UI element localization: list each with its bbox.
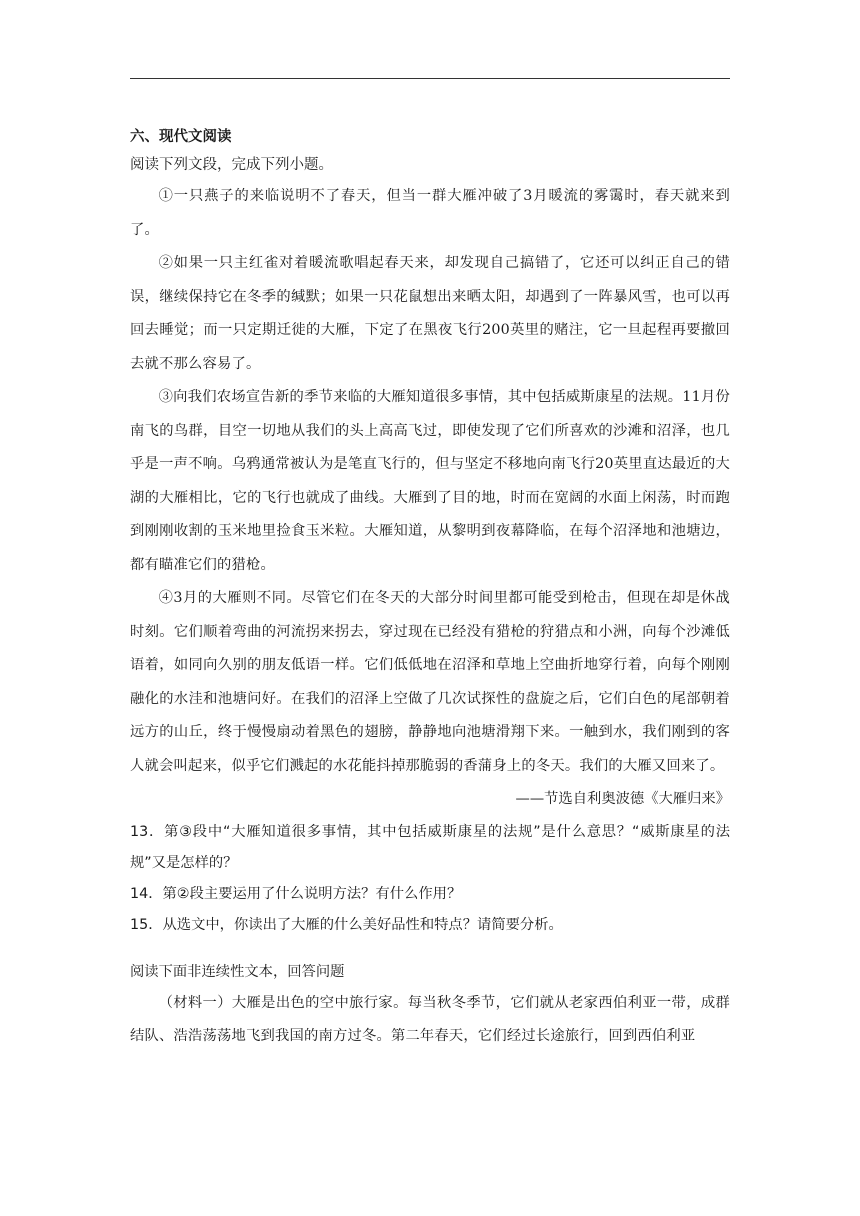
passage-source: ——节选自利奥波德《大雁归来》 — [515, 791, 730, 807]
section-gap — [130, 941, 730, 957]
document-body — [130, 126, 730, 1054]
question-15: 15．从选文中，你读出了大雁的什么美好品性和特点？请简要分析。 — [130, 916, 563, 933]
question-list — [130, 817, 730, 941]
passage-paragraph-3: ③向我们农场宣告新的季节来临的大雁知道很多事情，其中包括威斯康星的法规。11月份南飞的鸟群，目空一切地从我们的头上高高飞过，即使发现了它们所喜欢的沙滩和沼泽，也几乎是一声不响。乌鸦通常被认为是笔直飞行的，但与坚定不移地向南飞行20英里直达最近的大湖的大雁相比，它的飞行也就成了曲线。大雁到了目的地，时而在宽阔的水面上闲荡，时而跑到刚刚收割的玉米地里捡食玉米粒。大雁知道，从黎明到夜幕降临，在每个沼泽地和池塘边，都有瞄准它们的猎枪。 — [130, 389, 730, 573]
reading-instruction: 阅读下列文段，完成下列小题。 — [130, 157, 333, 173]
passage-paragraph-1: ①一只燕子的来临说明不了春天，但当一群大雁冲破了3月暖流的雾霭时，春天就来到了。 — [130, 188, 730, 238]
passage-paragraph-4: ④3月的大雁则不同。尽管它们在冬天的大部分时间里都可能受到枪击，但现在却是休战时刻。它们顺着弯曲的河流拐来拐去，穿过现在已经没有猎枪的狩猎点和小洲，向每个沙滩低语着，如同向久别的朋友低语一样。它们低低地在沼泽和草地上空曲折地穿行着，向每个刚刚融化的水洼和池塘问好。在我们的沼泽上空做了几次试探性的盘旋之后，它们白色的尾部朝着远方的山丘，终于慢慢扇动着黑色的翅膀，静静地向池塘滑翔下来。一触到水，我们刚到的客人就会叫起来，似乎它们溅起的水花能抖掉那脆弱的香蒲身上的冬天。我们的大雁又回来了。 — [130, 590, 730, 774]
header-rule — [130, 78, 730, 79]
second-reading-instruction: 阅读下面非连续性文本，回答问题 — [130, 963, 345, 980]
question-14: 14．第②段主要运用了什么说明方法？有什么作用？ — [130, 885, 462, 902]
second-reading-section — [130, 957, 730, 1054]
material-one-paragraph: （材料一）大雁是出色的空中旅行家。每当秋冬季节，它们就从老家西伯利亚一带，成群结队、浩浩荡荡地飞到我国的南方过冬。第二年春天，它们经过长途旅行，回到西伯利亚 — [130, 994, 730, 1044]
reading-passage — [130, 180, 730, 817]
question-13: 13．第③段中“大雁知道很多事情，其中包括威斯康星的法规”是什么意思？“威斯康星的法规”又是怎样的？ — [130, 823, 730, 871]
passage-paragraph-2: ②如果一只主红雀对着暖流歌唱起春天来，却发现自己搞错了，它还可以纠正自己的错误，继续保持它在冬季的缄默；如果一只花鼠想出来晒太阳，却遇到了一阵暴风雪，也可以再回去睡觉；而一只定期迁徙的大雁，下定了在黑夜飞行200英里的赌注，它一旦起程再要撤回去就不那么容易了。 — [130, 255, 730, 372]
section-heading: 六、现代文阅读 — [130, 129, 232, 145]
